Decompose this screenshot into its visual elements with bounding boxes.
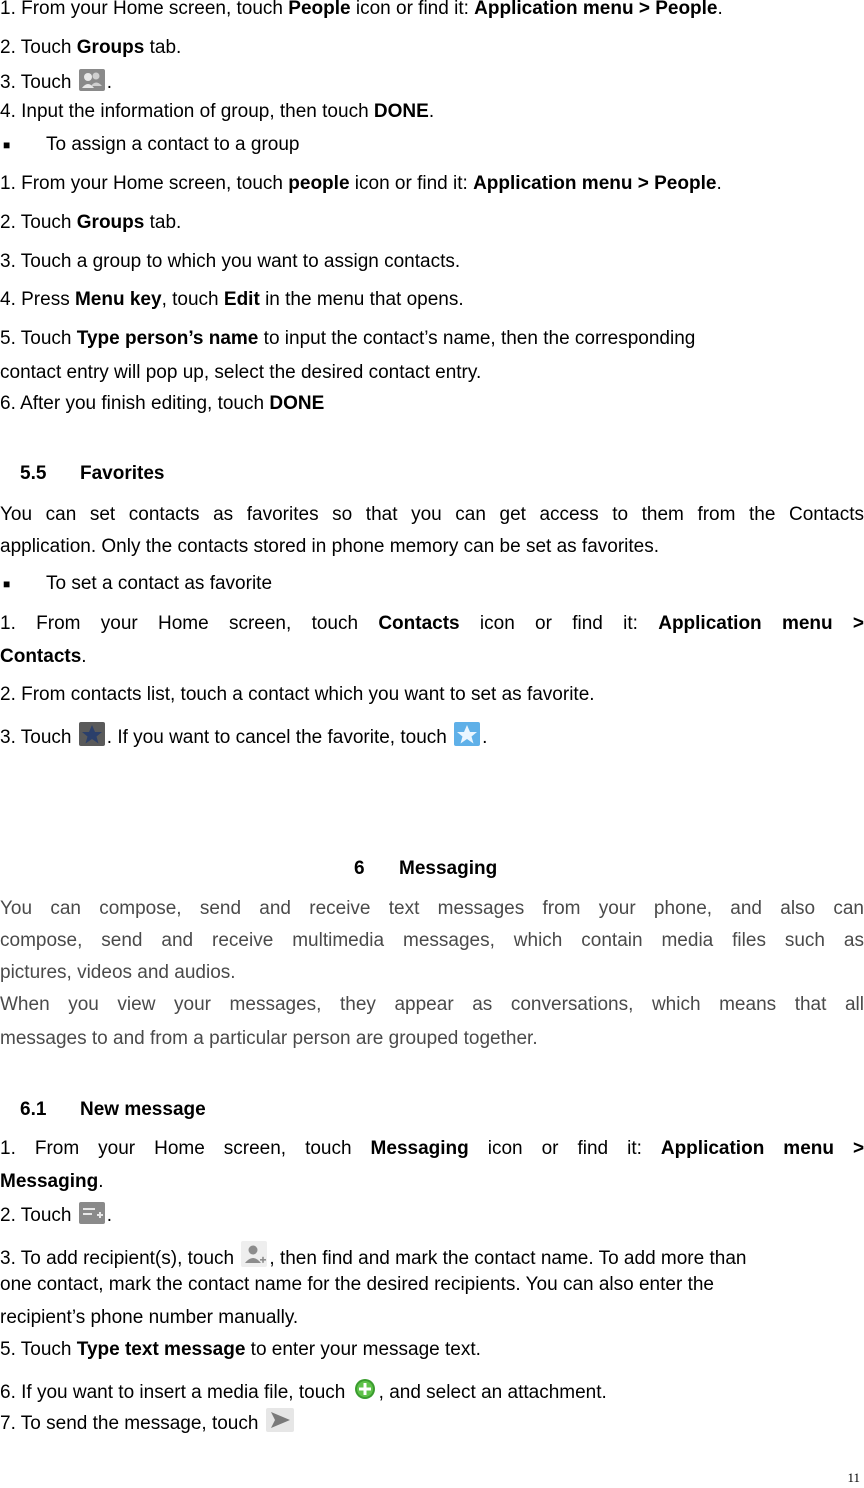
section-title-messaging: Messaging <box>399 858 498 879</box>
section-number-6-1: 6.1 <box>20 1099 47 1120</box>
star-add-favorite-icon <box>79 722 105 753</box>
newmsg-step-1-cont: Messaging. <box>0 1171 104 1192</box>
messaging-para-line4: When you view your messages, they appear as conversations, which means that all <box>0 994 864 1015</box>
step-create-group-1: 1. From your Home screen, touch People icon or find it: Application menu > People. <box>0 0 723 19</box>
section-number-5-5: 5.5 <box>20 463 47 484</box>
newmsg-step-5: 5. Touch Type text message to enter your message text. <box>0 1339 481 1360</box>
bullet-square-icon: ■ <box>3 138 11 152</box>
favorites-step-2: 2. From contacts list, touch a contact which you want to set as favorite. <box>0 684 595 705</box>
add-recipient-icon <box>241 1241 267 1274</box>
favorites-step-1: 1. From your Home screen, touch Contacts icon or find it: Application menu > <box>0 613 864 634</box>
step-assign-4: 4. Press Menu key, touch Edit in the menu that opens. <box>0 289 464 310</box>
star-remove-favorite-icon <box>454 722 480 753</box>
bullet-square-icon: ■ <box>3 577 11 591</box>
add-group-icon <box>79 69 105 98</box>
favorites-step-3: 3. Touch . If you want to cancel the favorite, touch . <box>0 722 487 753</box>
step-assign-5: 5. Touch Type person’s name to input the contact’s name, then the corresponding <box>0 328 696 349</box>
favorites-step-1-cont: Contacts. <box>0 646 87 667</box>
newmsg-step-3-cont2: recipient’s phone number manually. <box>0 1307 299 1328</box>
new-message-icon <box>79 1202 105 1231</box>
page-number: 11 <box>847 1470 860 1485</box>
step-create-group-4: 4. Input the information of group, then touch DONE. <box>0 101 435 122</box>
newmsg-step-2: 2. Touch . <box>0 1202 112 1231</box>
newmsg-step-3-cont: one contact, mark the contact name for the desired recipients. You can also enter the <box>0 1274 714 1295</box>
newmsg-step-3: 3. To add recipient(s), touch , then find and mark the contact name. To add more than <box>0 1241 746 1274</box>
newmsg-step-6: 6. If you want to insert a media file, touch , and select an attachment. <box>0 1377 607 1408</box>
favorites-para-line1: You can set contacts as favorites so that you can get access to them from the Contacts <box>0 504 864 525</box>
bullet-assign-contact: To assign a contact to a group <box>46 134 300 155</box>
step-assign-6: 6. After you finish editing, touch DONE <box>0 393 325 414</box>
step-create-group-2: 2. Touch Groups tab. <box>0 37 182 58</box>
messaging-para-line5: messages to and from a particular person are grouped together. <box>0 1028 538 1049</box>
send-arrow-icon <box>266 1408 294 1439</box>
newmsg-step-1: 1. From your Home screen, touch Messaging icon or find it: Application menu > <box>0 1138 864 1159</box>
attach-plus-icon <box>353 1377 377 1408</box>
step-assign-3: 3. Touch a group to which you want to assign contacts. <box>0 251 461 272</box>
step-create-group-3: 3. Touch . <box>0 69 112 98</box>
bullet-set-favorite: To set a contact as favorite <box>46 573 273 594</box>
step-assign-1: 1. From your Home screen, touch people icon or find it: Application menu > People. <box>0 173 722 194</box>
newmsg-step-7: 7. To send the message, touch <box>0 1408 296 1439</box>
section-number-6: 6 <box>354 858 365 879</box>
favorites-para-line2: application. Only the contacts stored in phone memory can be set as favorites. <box>0 536 660 557</box>
messaging-para-line3: pictures, videos and audios. <box>0 962 236 983</box>
section-title-new-message: New message <box>80 1099 206 1120</box>
section-title-favorites: Favorites <box>80 463 165 484</box>
messaging-para-line2: compose, send and receive multimedia messages, which contain media files such as <box>0 930 864 951</box>
step-assign-2: 2. Touch Groups tab. <box>0 212 182 233</box>
step-assign-5-cont: contact entry will pop up, select the desired contact entry. <box>0 362 482 383</box>
messaging-para-line1: You can compose, send and receive text messages from your phone, and also can <box>0 898 864 919</box>
